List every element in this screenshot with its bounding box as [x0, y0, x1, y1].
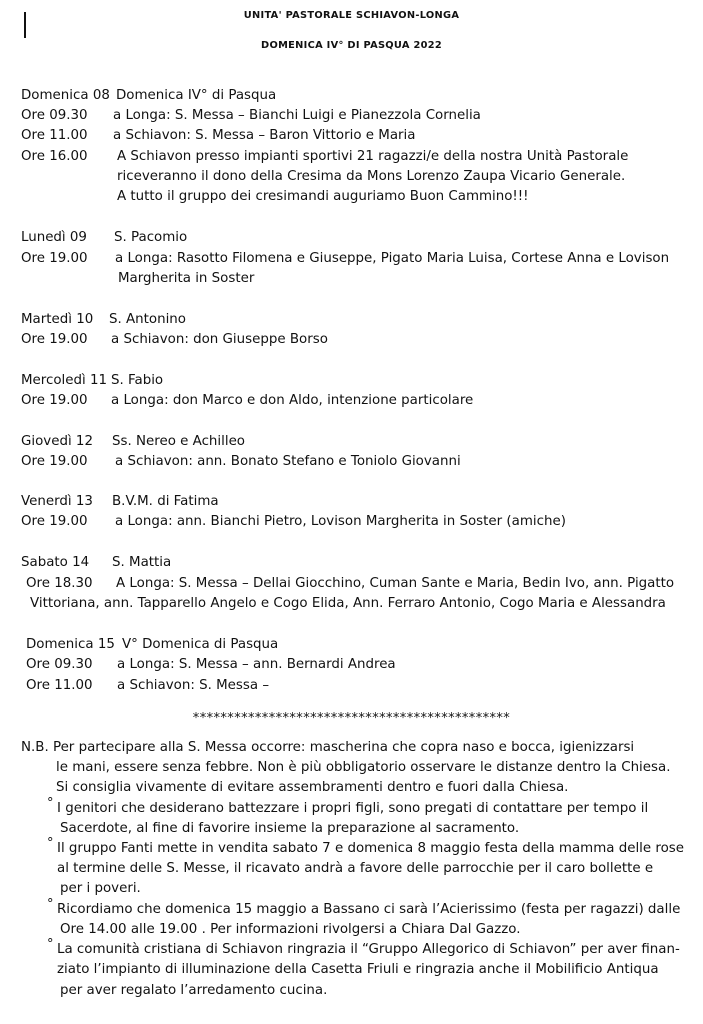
event-text: a Schiavon: don Giuseppe Borso	[111, 332, 328, 347]
event-text: Margherita in Soster	[118, 271, 255, 286]
event-text: A Schiavon presso impianti sportivi 21 ragazzi/e della nostra Unità Pastorale	[117, 149, 629, 164]
saint-label: V° Domenica di Pasqua	[122, 637, 279, 652]
note-text: Sacerdote, al fine di favorire insieme la preparazione al sacramento.	[60, 821, 520, 836]
note-text: Si consiglia vivamente di evitare assembramenti dentro e fuori dalla Chiesa.	[56, 780, 569, 795]
event-text: A tutto il gruppo dei cresimandi auguriamo Buon Cammino!!!	[117, 189, 529, 204]
bullet-icon: °	[47, 796, 54, 811]
event-text: A Longa: S. Messa – Dellai Giocchino, Cuman Sante e Maria, Bedin Ivo, ann. Pigatto	[116, 576, 675, 591]
bullet-icon: °	[47, 836, 54, 851]
event-text: Vittoriana, ann. Tapparello Angelo e Cogo Elida, Ann. Ferraro Antonio, Cogo Maria e Alessandra	[30, 596, 666, 611]
day-label: Lunedì 09	[21, 230, 87, 245]
event-text: a Longa: S. Messa – Bianchi Luigi e Pianezzola Cornelia	[113, 108, 481, 123]
saint-label: S. Antonino	[109, 312, 186, 327]
saint-label: S. Pacomio	[114, 230, 188, 245]
note-text: Ricordiamo che domenica 15 maggio a Bassano ci sarà l’Acierissimo (festa per ragazzi) dalle	[57, 902, 681, 917]
time-label: Ore 18.30	[26, 576, 93, 591]
time-label: Ore 16.00	[21, 149, 88, 164]
note-text: le mani, essere senza febbre. Non è più obbligatorio osservare le distanze dentro la Chiesa.	[56, 760, 671, 775]
event-text: a Longa: don Marco e don Aldo, intenzione particolare	[111, 393, 474, 408]
event-text: a Longa: ann. Bianchi Pietro, Lovison Margherita in Soster (amiche)	[115, 514, 566, 529]
separator: **********************************************	[192, 711, 511, 726]
saint-label: Domenica IV° di Pasqua	[116, 88, 277, 103]
time-label: Ore 09.30	[26, 657, 93, 672]
event-text: a Longa: S. Messa – ann. Bernardi Andrea	[117, 657, 396, 672]
day-label: Domenica 15	[26, 637, 115, 652]
time-label: Ore 19.00	[21, 393, 88, 408]
note-text: al termine delle S. Messe, il ricavato andrà a favore delle parrocchie per il caro bollette e	[57, 861, 654, 876]
day-label: Giovedì 12	[21, 434, 93, 449]
event-text: a Longa: Rasotto Filomena e Giuseppe, Pigato Maria Luisa, Cortese Anna e Lovison	[115, 251, 670, 266]
note-text: per i poveri.	[60, 881, 141, 896]
saint-label: S. Fabio	[111, 373, 164, 388]
bullet-icon: °	[47, 897, 54, 912]
saint-label: Ss. Nereo e Achilleo	[112, 434, 246, 449]
event-text: riceveranno il dono della Cresima da Mons Lorenzo Zaupa Vicario Generale.	[117, 169, 626, 184]
day-label: Domenica 08	[21, 88, 110, 103]
saint-label: B.V.M. di Fatima	[112, 494, 219, 509]
note-text: Il gruppo Fanti mette in vendita sabato 7 e domenica 8 maggio festa della mamma delle rose	[57, 841, 685, 856]
bullet-icon: °	[47, 937, 54, 952]
time-label: Ore 19.00	[21, 251, 88, 266]
note-text: ziato l’impianto di illuminazione della Casetta Friuli e ringrazia anche il Mobilificio Antiqua	[57, 962, 659, 977]
time-label: Ore 11.00	[21, 128, 88, 143]
event-text: a Schiavon: S. Messa – Baron Vittorio e Maria	[113, 128, 416, 143]
time-label: Ore 19.00	[21, 332, 88, 347]
time-label: Ore 11.00	[26, 678, 93, 693]
note-text: La comunità cristiana di Schiavon ringrazia il “Gruppo Allegorico di Schiavon” per aver finan-	[57, 942, 680, 957]
title-line-2: DOMENICA IV° DI PASQUA 2022	[261, 40, 442, 51]
note-text: Ore 14.00 alle 19.00 . Per informazioni rivolgersi a Chiara Dal Gazzo.	[60, 922, 521, 937]
day-label: Mercoledì 11	[21, 373, 108, 388]
time-label: Ore 19.00	[21, 454, 88, 469]
note-text: per aver regalato l’arredamento cucina.	[60, 983, 328, 998]
day-label: Sabato 14	[21, 555, 90, 570]
time-label: Ore 09.30	[21, 108, 88, 123]
event-text: a Schiavon: ann. Bonato Stefano e Toniolo Giovanni	[115, 454, 461, 469]
note-text: N.B. Per partecipare alla S. Messa occorre: mascherina che copra naso e bocca, igienizzarsi	[21, 740, 635, 755]
saint-label: S. Mattia	[112, 555, 172, 570]
day-label: Venerdì 13	[21, 494, 93, 509]
time-label: Ore 19.00	[21, 514, 88, 529]
day-label: Martedì 10	[21, 312, 94, 327]
note-text: I genitori che desiderano battezzare i propri figli, sono pregati di contattare per tempo il	[57, 801, 649, 816]
title-line-1: UNITA' PASTORALE SCHIAVON-LONGA	[243, 10, 460, 21]
event-text: a Schiavon: S. Messa –	[117, 678, 270, 693]
